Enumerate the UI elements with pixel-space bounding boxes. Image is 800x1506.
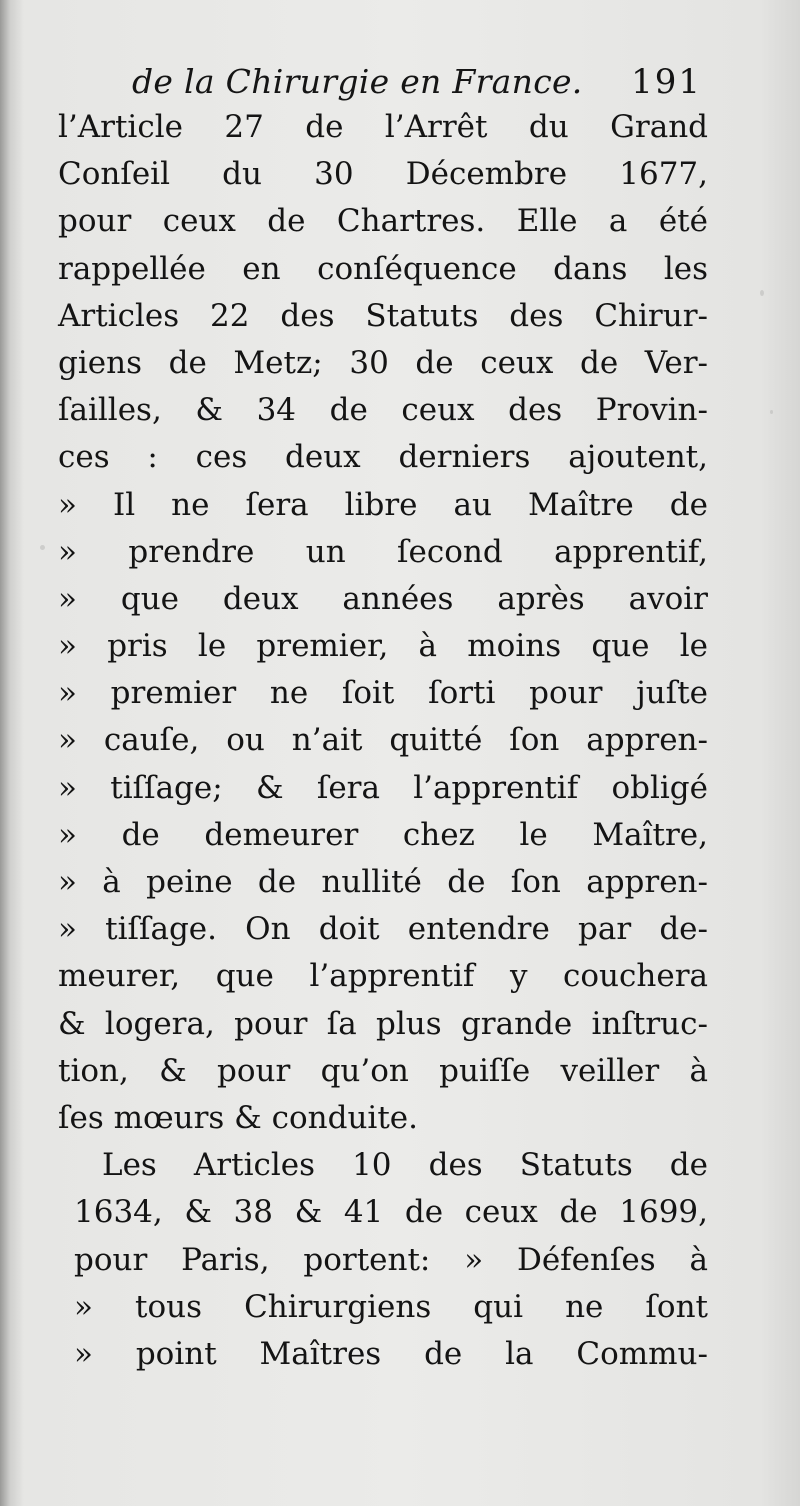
paper-blemish [760, 290, 764, 296]
text-line: giens de Metz; 30 de ceux de Ver- [58, 344, 708, 381]
quoted-line: » tous Chirurgiens qui ne ſont [74, 1288, 708, 1325]
text-line: ſailles, & 34 de ceux des Provin- [58, 392, 708, 429]
page-number: 191 [631, 62, 702, 102]
text-line: l’Article 27 de l’Arrêt du Grand [58, 109, 708, 145]
quoted-line: » prendre un ſecond apprentif, [58, 533, 708, 570]
quoted-line: » tiſſage; & ſera l’apprentif obligé [58, 769, 708, 806]
quoted-line: » que deux années après avoir [58, 580, 708, 617]
paragraph-start-line: Les Articles 10 des Statuts de [102, 1147, 708, 1184]
quoted-line: » cauſe, ou n’ait quitté ſon appren- [58, 722, 708, 759]
quoted-line: » premier ne ſoit ſorti pour juſte [58, 675, 708, 712]
text-line: Articles 22 des Statuts des Chirur- [58, 297, 708, 334]
paragraph-end-line: ſes mœurs & conduite. [58, 1099, 418, 1136]
text-line: Conſeil du 30 Décembre 1677, [58, 156, 708, 193]
page-header [132, 58, 702, 108]
quoted-line: » Il ne ſera libre au Maître de [58, 486, 708, 523]
text-line: meurer, que l’apprentif y couchera [58, 958, 708, 995]
text-line: & logera, pour ſa plus grande inſtruc- [58, 1005, 708, 1042]
quoted-line: » tiſſage. On doit entendre par de- [58, 911, 708, 948]
text-line: 1634, & 38 & 41 de ceux de 1699, [74, 1194, 708, 1231]
quoted-line: » à peine de nullité de ſon appren- [58, 864, 708, 900]
text-line: pour Paris, portent: » Défenſes à [74, 1241, 708, 1278]
text-line: tion, & pour qu’on puiſſe veiller à [58, 1052, 708, 1089]
text-line: rappellée en conſéquence dans les [58, 250, 708, 287]
body-text [58, 104, 708, 1378]
quoted-line: » de demeurer chez le Maître, [58, 816, 708, 853]
quoted-line: » pris le premier, à moins que le [58, 628, 708, 665]
quoted-line: » point Maîtres de la Commu- [74, 1335, 708, 1372]
text-line: pour ceux de Chartres. Elle a été [58, 203, 708, 240]
paper-blemish [40, 545, 45, 550]
paper-blemish [770, 410, 773, 414]
text-line: ces : ces deux derniers ajoutent, [58, 439, 708, 476]
running-title: de la Chirurgie en France. [132, 62, 583, 101]
